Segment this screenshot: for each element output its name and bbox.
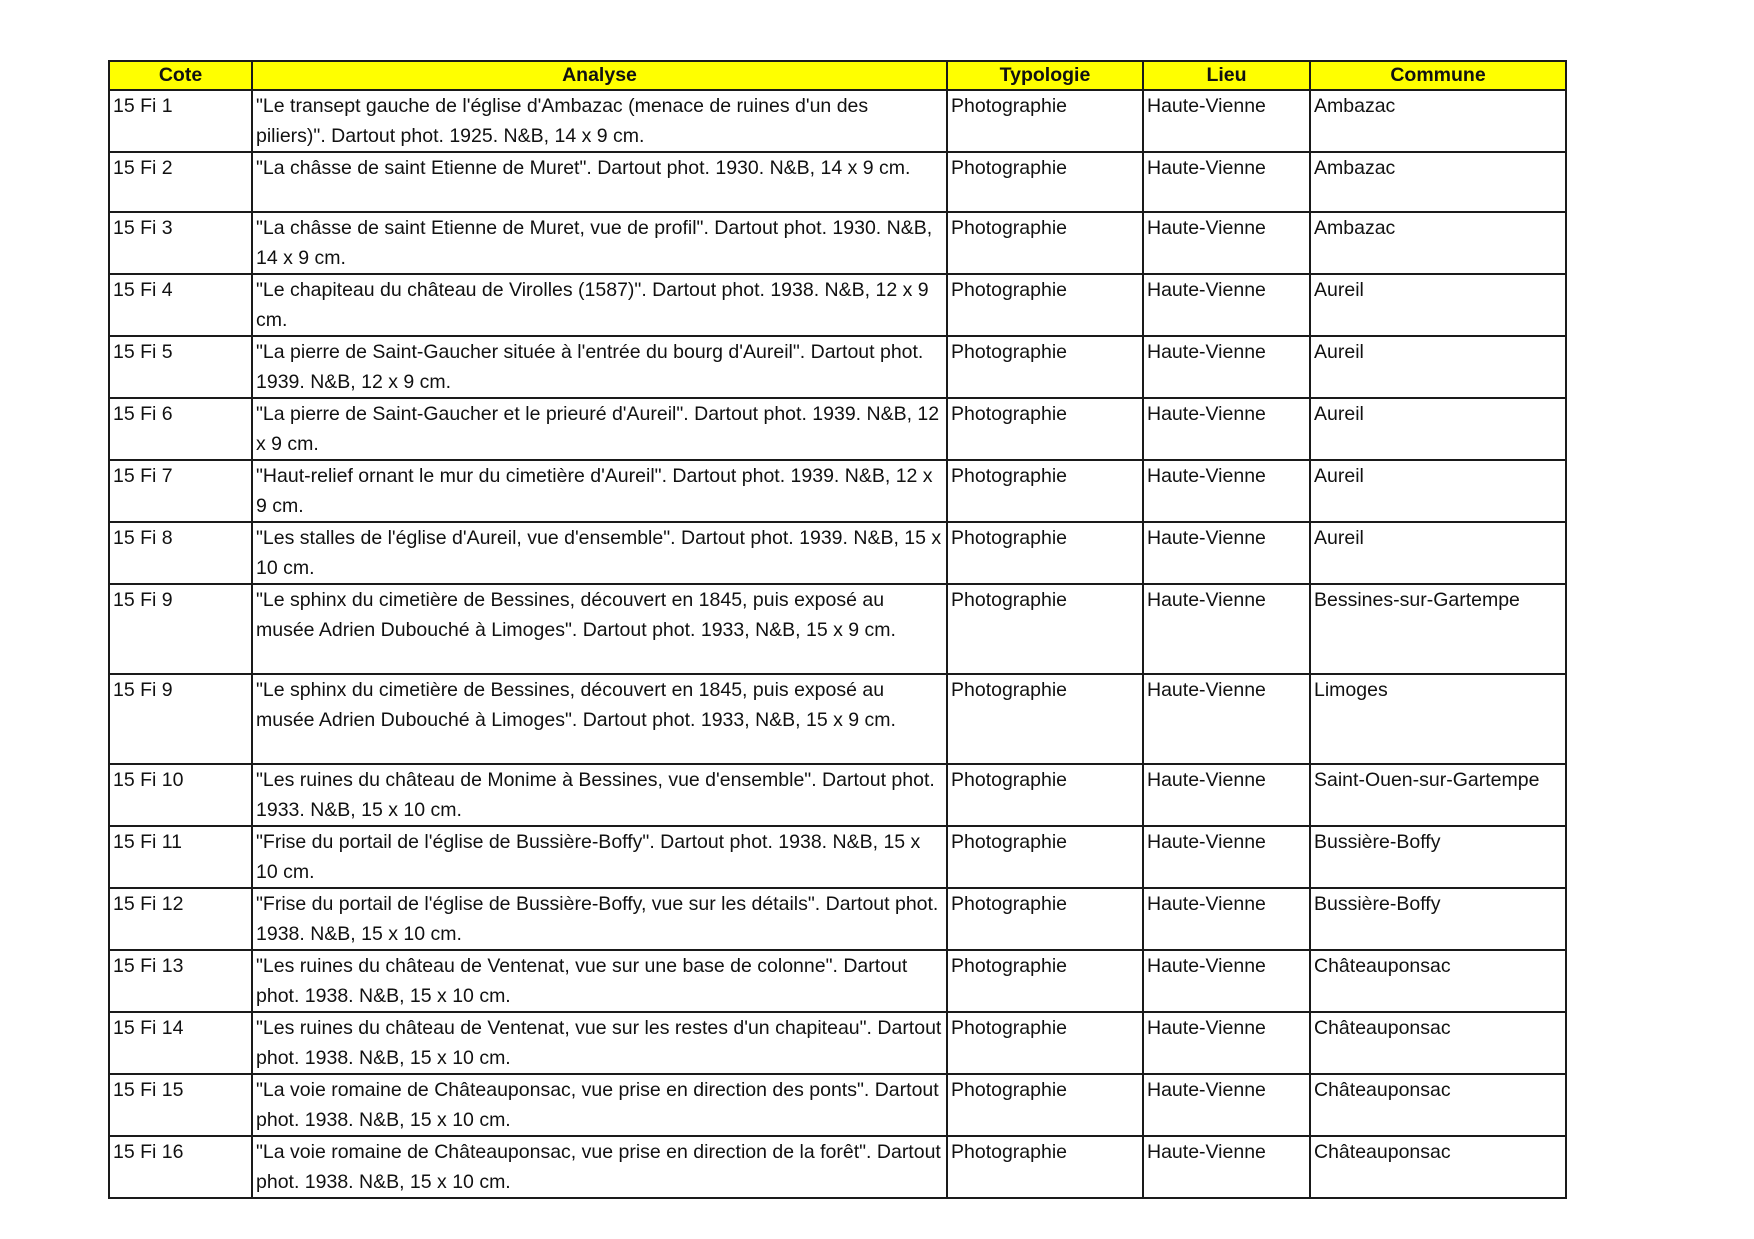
cell-typologie: Photographie xyxy=(947,212,1143,274)
cell-commune: Châteauponsac xyxy=(1310,950,1566,1012)
cell-cote: 15 Fi 3 xyxy=(109,212,252,274)
table-row xyxy=(109,152,1566,212)
cell-commune: Bessines-sur-Gartempe xyxy=(1310,584,1566,674)
table-row xyxy=(109,274,1566,336)
inventory-table xyxy=(108,60,1567,1199)
cell-commune: Saint-Ouen-sur-Gartempe xyxy=(1310,764,1566,826)
cell-commune: Ambazac xyxy=(1310,212,1566,274)
table-row xyxy=(109,90,1566,152)
header-commune: Commune xyxy=(1310,61,1566,90)
cell-commune: Aureil xyxy=(1310,522,1566,584)
cell-analyse: "La pierre de Saint-Gaucher située à l'entrée du bourg d'Aureil". Dartout phot. 1939. N&B, 12 x 9 cm. xyxy=(252,336,947,398)
cell-analyse: "La voie romaine de Châteauponsac, vue prise en direction des ponts". Dartout phot. 1938. N&B, 15 x 10 cm. xyxy=(252,1074,947,1136)
cell-commune: Ambazac xyxy=(1310,90,1566,152)
cell-cote: 15 Fi 8 xyxy=(109,522,252,584)
cell-analyse: "Le sphinx du cimetière de Bessines, découvert en 1845, puis exposé au musée Adrien Dubouché à Limoges". Dartout phot. 1933, N&B, 15 x 9 cm. xyxy=(252,584,947,674)
cell-lieu: Haute-Vienne xyxy=(1143,826,1310,888)
cell-analyse: "Les stalles de l'église d'Aureil, vue d'ensemble". Dartout phot. 1939. N&B, 15 x 10 cm. xyxy=(252,522,947,584)
table-row xyxy=(109,398,1566,460)
cell-analyse: "Frise du portail de l'église de Bussière-Boffy". Dartout phot. 1938. N&B, 15 x 10 cm. xyxy=(252,826,947,888)
table-row xyxy=(109,1136,1566,1198)
cell-analyse: "Frise du portail de l'église de Bussière-Boffy, vue sur les détails". Dartout phot. 1938. N&B, 15 x 10 cm. xyxy=(252,888,947,950)
cell-commune: Châteauponsac xyxy=(1310,1136,1566,1198)
cell-typologie: Photographie xyxy=(947,1074,1143,1136)
header-analyse: Analyse xyxy=(252,61,947,90)
cell-typologie: Photographie xyxy=(947,888,1143,950)
cell-analyse: "La pierre de Saint-Gaucher et le prieuré d'Aureil". Dartout phot. 1939. N&B, 12 x 9 cm. xyxy=(252,398,947,460)
cell-analyse: "La châsse de saint Etienne de Muret". Dartout phot. 1930. N&B, 14 x 9 cm. xyxy=(252,152,947,212)
table-row xyxy=(109,888,1566,950)
cell-cote: 15 Fi 5 xyxy=(109,336,252,398)
cell-analyse: "Les ruines du château de Ventenat, vue sur les restes d'un chapiteau". Dartout phot. 1938. N&B, 15 x 10 cm. xyxy=(252,1012,947,1074)
table-row xyxy=(109,1012,1566,1074)
cell-cote: 15 Fi 12 xyxy=(109,888,252,950)
header-row xyxy=(109,61,1566,90)
cell-commune: Ambazac xyxy=(1310,152,1566,212)
cell-cote: 15 Fi 4 xyxy=(109,274,252,336)
cell-lieu: Haute-Vienne xyxy=(1143,1074,1310,1136)
cell-lieu: Haute-Vienne xyxy=(1143,1012,1310,1074)
cell-cote: 15 Fi 16 xyxy=(109,1136,252,1198)
cell-lieu: Haute-Vienne xyxy=(1143,1136,1310,1198)
cell-commune: Bussière-Boffy xyxy=(1310,888,1566,950)
cell-cote: 15 Fi 14 xyxy=(109,1012,252,1074)
cell-typologie: Photographie xyxy=(947,584,1143,674)
cell-commune: Châteauponsac xyxy=(1310,1074,1566,1136)
cell-typologie: Photographie xyxy=(947,1136,1143,1198)
cell-analyse: "Le transept gauche de l'église d'Ambazac (menace de ruines d'un des piliers)". Dartout phot. 1925. N&B, 14 x 9 cm. xyxy=(252,90,947,152)
cell-commune: Châteauponsac xyxy=(1310,1012,1566,1074)
cell-typologie: Photographie xyxy=(947,522,1143,584)
cell-typologie: Photographie xyxy=(947,398,1143,460)
spreadsheet-sheet xyxy=(108,60,1567,1199)
cell-lieu: Haute-Vienne xyxy=(1143,212,1310,274)
cell-lieu: Haute-Vienne xyxy=(1143,460,1310,522)
cell-cote: 15 Fi 9 xyxy=(109,584,252,674)
table-row xyxy=(109,1074,1566,1136)
table-row xyxy=(109,674,1566,764)
cell-typologie: Photographie xyxy=(947,764,1143,826)
cell-commune: Aureil xyxy=(1310,274,1566,336)
cell-commune: Limoges xyxy=(1310,674,1566,764)
cell-typologie: Photographie xyxy=(947,674,1143,764)
table-row xyxy=(109,764,1566,826)
cell-cote: 15 Fi 7 xyxy=(109,460,252,522)
header-cote: Cote xyxy=(109,61,252,90)
header-typologie: Typologie xyxy=(947,61,1143,90)
table-row xyxy=(109,584,1566,674)
cell-lieu: Haute-Vienne xyxy=(1143,90,1310,152)
cell-lieu: Haute-Vienne xyxy=(1143,764,1310,826)
cell-cote: 15 Fi 10 xyxy=(109,764,252,826)
cell-lieu: Haute-Vienne xyxy=(1143,398,1310,460)
cell-typologie: Photographie xyxy=(947,152,1143,212)
table-row xyxy=(109,212,1566,274)
cell-analyse: "Le sphinx du cimetière de Bessines, découvert en 1845, puis exposé au musée Adrien Dubouché à Limoges". Dartout phot. 1933, N&B, 15 x 9 cm. xyxy=(252,674,947,764)
cell-typologie: Photographie xyxy=(947,274,1143,336)
cell-analyse: "Les ruines du château de Ventenat, vue sur une base de colonne". Dartout phot. 1938. N&B, 15 x 10 cm. xyxy=(252,950,947,1012)
cell-analyse: "La châsse de saint Etienne de Muret, vue de profil". Dartout phot. 1930. N&B, 14 x 9 cm. xyxy=(252,212,947,274)
cell-lieu: Haute-Vienne xyxy=(1143,522,1310,584)
cell-lieu: Haute-Vienne xyxy=(1143,152,1310,212)
cell-analyse: "Les ruines du château de Monime à Bessines, vue d'ensemble". Dartout phot. 1933. N&B, 15 x 10 cm. xyxy=(252,764,947,826)
cell-lieu: Haute-Vienne xyxy=(1143,336,1310,398)
cell-analyse: "La voie romaine de Châteauponsac, vue prise en direction de la forêt". Dartout phot. 1938. N&B, 15 x 10 cm. xyxy=(252,1136,947,1198)
header-lieu: Lieu xyxy=(1143,61,1310,90)
cell-lieu: Haute-Vienne xyxy=(1143,584,1310,674)
cell-cote: 15 Fi 11 xyxy=(109,826,252,888)
cell-typologie: Photographie xyxy=(947,950,1143,1012)
cell-lieu: Haute-Vienne xyxy=(1143,888,1310,950)
cell-cote: 15 Fi 1 xyxy=(109,90,252,152)
cell-lieu: Haute-Vienne xyxy=(1143,274,1310,336)
cell-analyse: "Le chapiteau du château de Virolles (1587)". Dartout phot. 1938. N&B, 12 x 9 cm. xyxy=(252,274,947,336)
cell-lieu: Haute-Vienne xyxy=(1143,950,1310,1012)
cell-cote: 15 Fi 6 xyxy=(109,398,252,460)
cell-commune: Aureil xyxy=(1310,398,1566,460)
cell-typologie: Photographie xyxy=(947,1012,1143,1074)
cell-lieu: Haute-Vienne xyxy=(1143,674,1310,764)
cell-typologie: Photographie xyxy=(947,90,1143,152)
table-row xyxy=(109,950,1566,1012)
cell-commune: Aureil xyxy=(1310,336,1566,398)
table-body xyxy=(109,90,1566,1198)
cell-analyse: "Haut-relief ornant le mur du cimetière d'Aureil". Dartout phot. 1939. N&B, 12 x 9 cm. xyxy=(252,460,947,522)
cell-commune: Bussière-Boffy xyxy=(1310,826,1566,888)
cell-typologie: Photographie xyxy=(947,826,1143,888)
table-row xyxy=(109,460,1566,522)
cell-typologie: Photographie xyxy=(947,460,1143,522)
cell-cote: 15 Fi 2 xyxy=(109,152,252,212)
table-row xyxy=(109,826,1566,888)
cell-cote: 15 Fi 15 xyxy=(109,1074,252,1136)
cell-cote: 15 Fi 13 xyxy=(109,950,252,1012)
cell-typologie: Photographie xyxy=(947,336,1143,398)
table-row xyxy=(109,522,1566,584)
cell-commune: Aureil xyxy=(1310,460,1566,522)
cell-cote: 15 Fi 9 xyxy=(109,674,252,764)
table-row xyxy=(109,336,1566,398)
